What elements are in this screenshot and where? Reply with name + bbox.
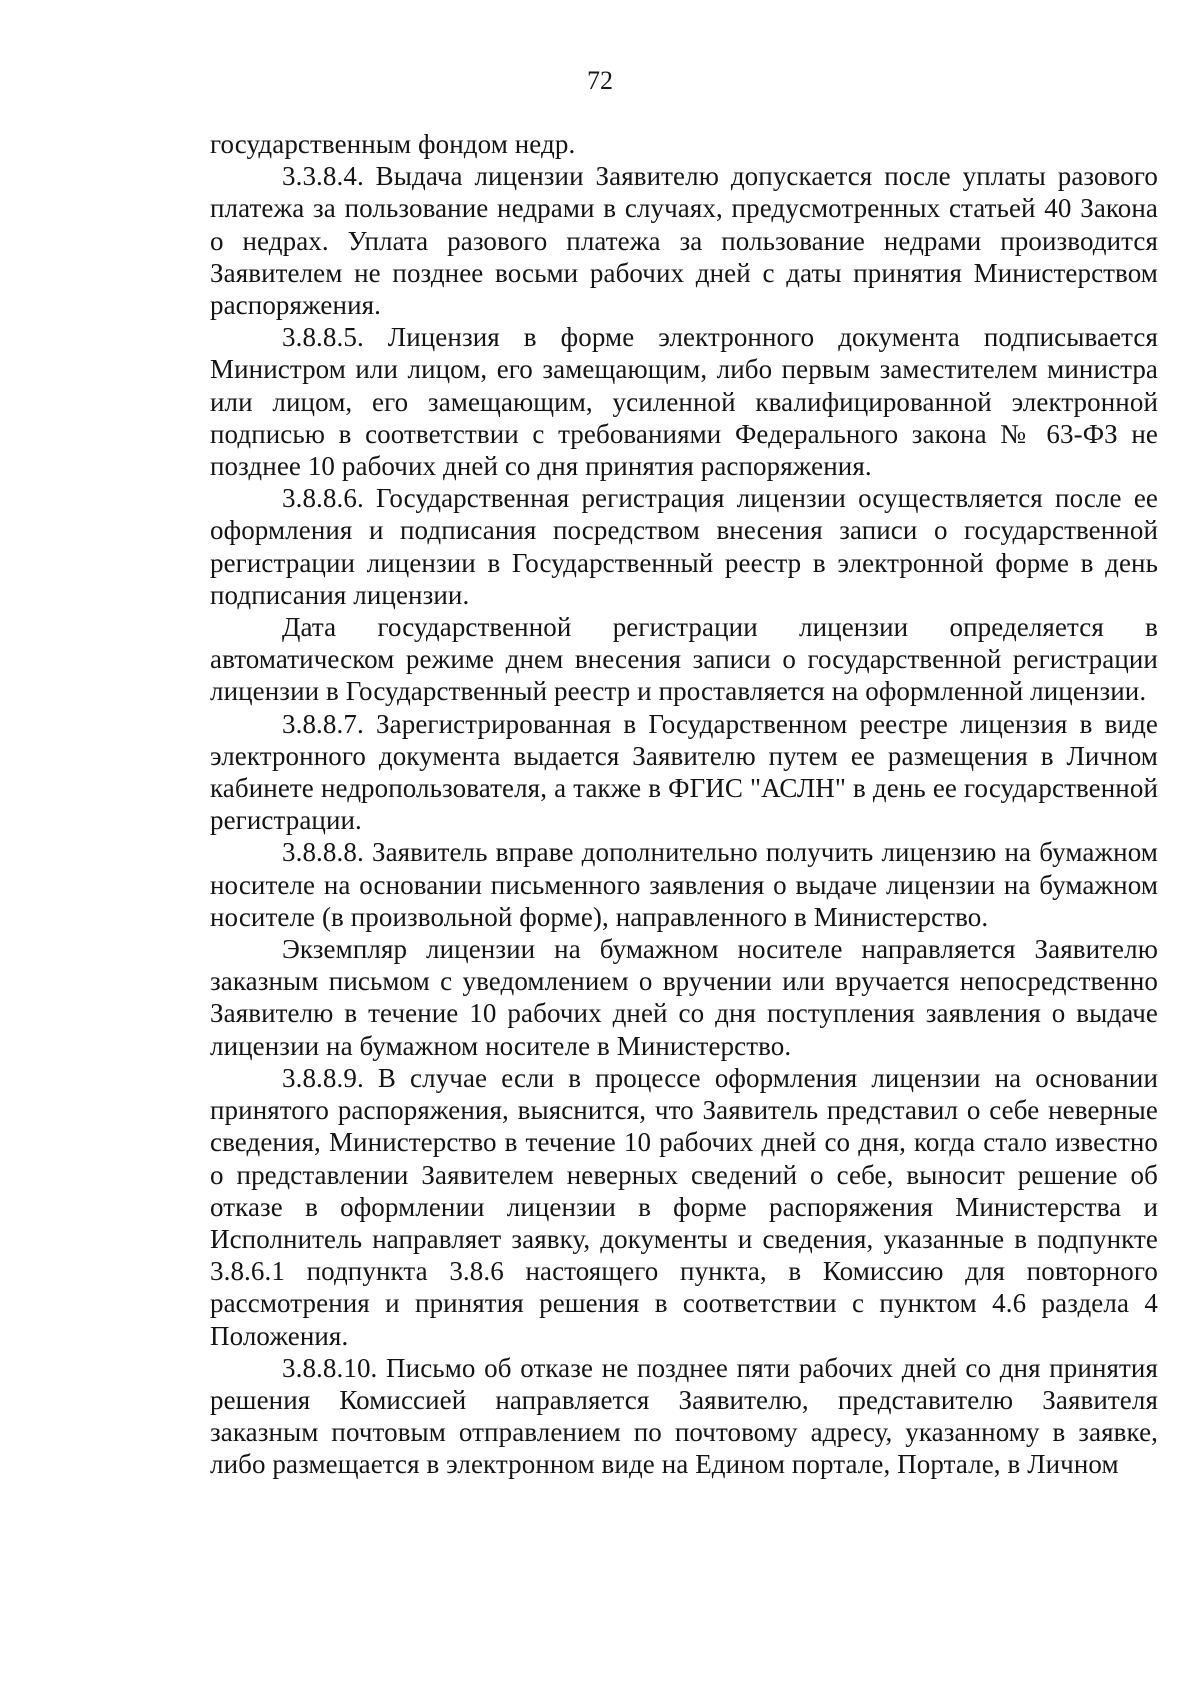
page-number: 72 — [587, 66, 613, 95]
paragraph-3-8-8-10: 3.8.8.10. Письмо об отказе не позднее пяти рабочих дней со дня принятия решения Комиссией направляется Заявителю, представителю Заявителя заказным почтовым отправлением по почтовому адресу, указанному в заявке, либо размещается в электронном виде на Едином портале, Портале, в Личном — [210, 1352, 1158, 1480]
paragraph-paper-copy: Экземпляр лицензии на бумажном носителе направляется Заявителю заказным письмом с уведомлением о вручении или вручается непосредственно Заявителю в течение 10 рабочих дней со дня поступления заявления о выдаче лицензии на бумажном носителе в Министерство. — [210, 934, 1158, 1061]
paragraph-3-8-8-8: 3.8.8.8. Заявитель вправе дополнительно получить лицензию на бумажном носителе на основании письменного заявления о выдаче лицензии на бумажном носителе (в произвольной форме), направленного в Министерство. — [210, 837, 1158, 932]
paragraph-3-3-8-4: 3.3.8.4. Выдача лицензии Заявителю допускается после уплаты разового платежа за пользование недрами в случаях, предусмотренных статьей 40 Закона о недрах. Уплата разового платежа за пользование недрами производится Заявителем не позднее восьми рабочих дней с даты принятия Министерством распоряжения. — [210, 161, 1158, 321]
paragraph-continuation: государственным фондом недр. — [210, 129, 576, 159]
paragraph-registration-date: Дата государственной регистрации лицензии определяется в автоматическом режиме днем внесения записи о государственной регистрации лицензии в Государственный реестр и проставляется на оформленной лицензии. — [210, 612, 1158, 707]
document-body — [210, 128, 1158, 1481]
paragraph-3-8-8-7: 3.8.8.7. Зарегистрированная в Государственном реестре лицензия в виде электронного документа выдается Заявителю путем ее размещения в Личном кабинете недропользователя, а также в ФГИС "АСЛН" в день ее государственной регистрации. — [210, 708, 1158, 836]
paragraph-3-8-8-9: 3.8.8.9. В случае если в процессе оформления лицензии на основании принятого распоряжения, выяснится, что Заявитель представил о себе неверные сведения, Министерство в течение 10 рабочих дней со дня, когда стало известно о представлении Заявителем неверных сведений о себе, выносит решение об отказе в оформлении лицензии в форме распоряжения Министерства и Исполнитель направляет заявку, документы и сведения, указанные в подпункте 3.8.6.1 подпункта 3.8.6 настоящего пункта, в Комиссию для повторного рассмотрения и принятия решения в соответствии с пунктом 4.6 раздела 4 Положения. — [210, 1062, 1158, 1351]
paragraph-3-8-8-5: 3.8.8.5. Лицензия в форме электронного документа подписывается Министром или лицом, его замещающим, либо первым заместителем министра или лицом, его замещающим, усиленной квалифицированной электронной подписью в соответствии с требованиями Федерального закона № 63-ФЗ не позднее 10 рабочих дней со дня принятия распоряжения. — [210, 322, 1158, 482]
paragraph-3-8-8-6: 3.8.8.6. Государственная регистрация лицензии осуществляется после ее оформления и подписания посредством внесения записи о государственной регистрации лицензии в Государственный реестр в электронной форме в день подписания лицензии. — [210, 483, 1158, 610]
